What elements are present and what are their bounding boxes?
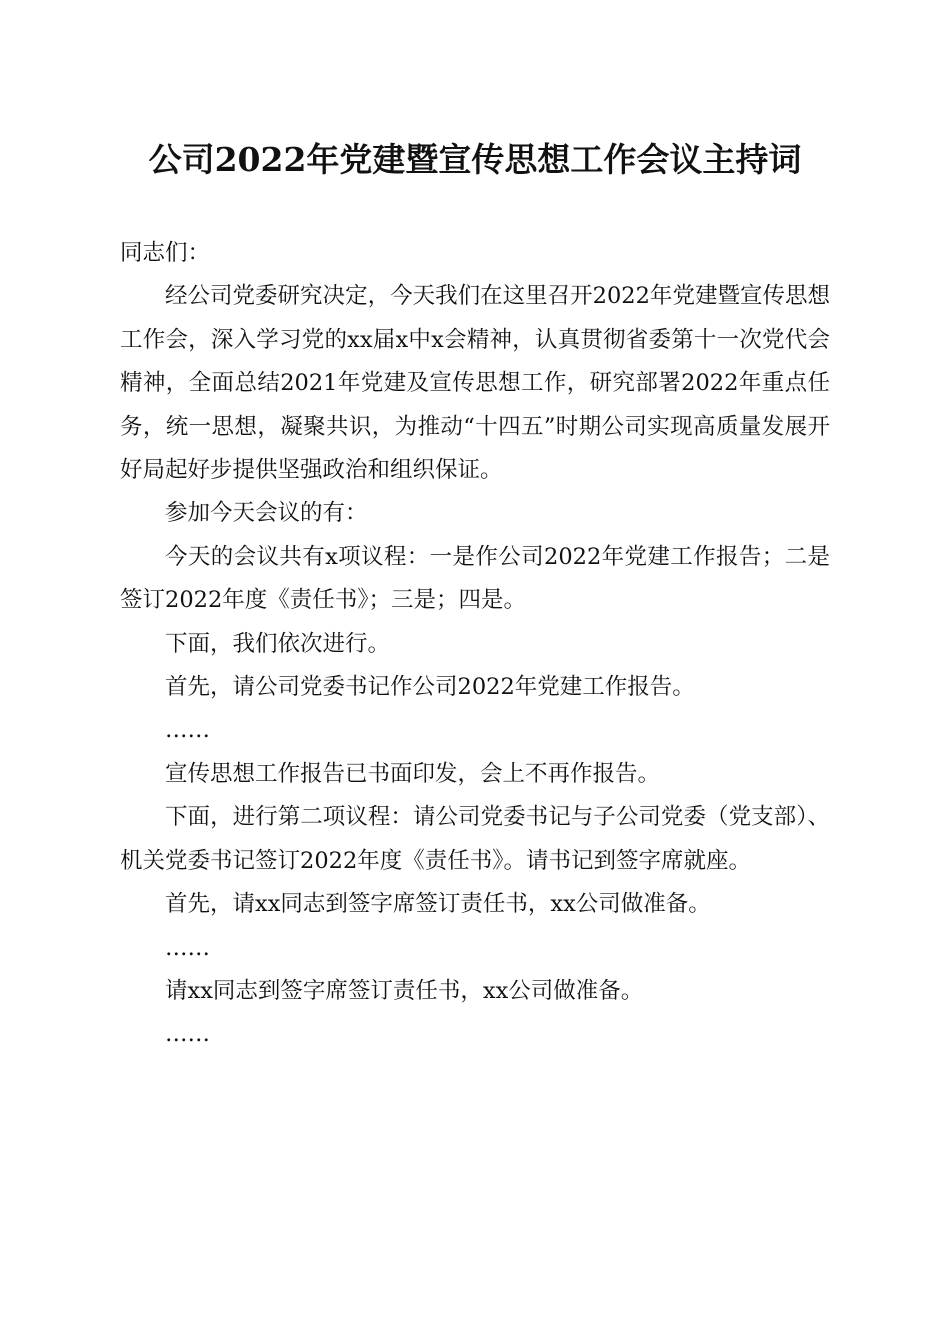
first-signing-paragraph: 首先，请xx同志到签字席签订责任书，xx公司做准备。	[165, 891, 711, 918]
ellipsis-paragraph: ……	[165, 717, 210, 744]
first-report-paragraph: 首先，请公司党委书记作公司2022年党建工作报告。	[165, 674, 695, 701]
ellipsis-paragraph: ……	[165, 934, 210, 961]
proceed-paragraph: 下面，我们依次进行。	[165, 630, 391, 657]
second-agenda-paragraph: 下面，进行第二项议程：请公司党委书记与子公司党委（党支部）、机关党委书记签订2022年度《责任书》。请书记到签字席就座。	[120, 804, 830, 874]
salutation-paragraph: 同志们：	[120, 240, 211, 266]
document-body	[120, 232, 830, 1057]
document-title: 公司2022年党建暨宣传思想工作会议主持词	[148, 140, 802, 179]
agenda-paragraph: 今天的会议共有x项议程：一是作公司2022年党建工作报告；二是签订2022年度《责任书》；三是；四是。	[120, 543, 830, 614]
next-signing-paragraph: 请xx同志到签字席签订责任书，xx公司做准备。	[165, 977, 644, 1004]
propaganda-report-paragraph: 宣传思想工作报告已书面印发，会上不再作报告。	[165, 760, 661, 787]
opening-paragraph: 经公司党委研究决定，今天我们在这里召开2022年党建暨宣传思想工作会，深入学习党的xx届x中x会精神，认真贯彻省委第十一次党代会精神，全面总结2021年党建及宣传思想工作，研究部署2022年重点任务，统一思想，凝聚共识，为推动“十四五”时期公司实现高质量发展开好局起好步提供坚强政治和组织保证。	[120, 283, 830, 484]
attendees-paragraph: 参加今天会议的有：	[165, 500, 368, 527]
ellipsis-paragraph: ……	[165, 1021, 210, 1048]
